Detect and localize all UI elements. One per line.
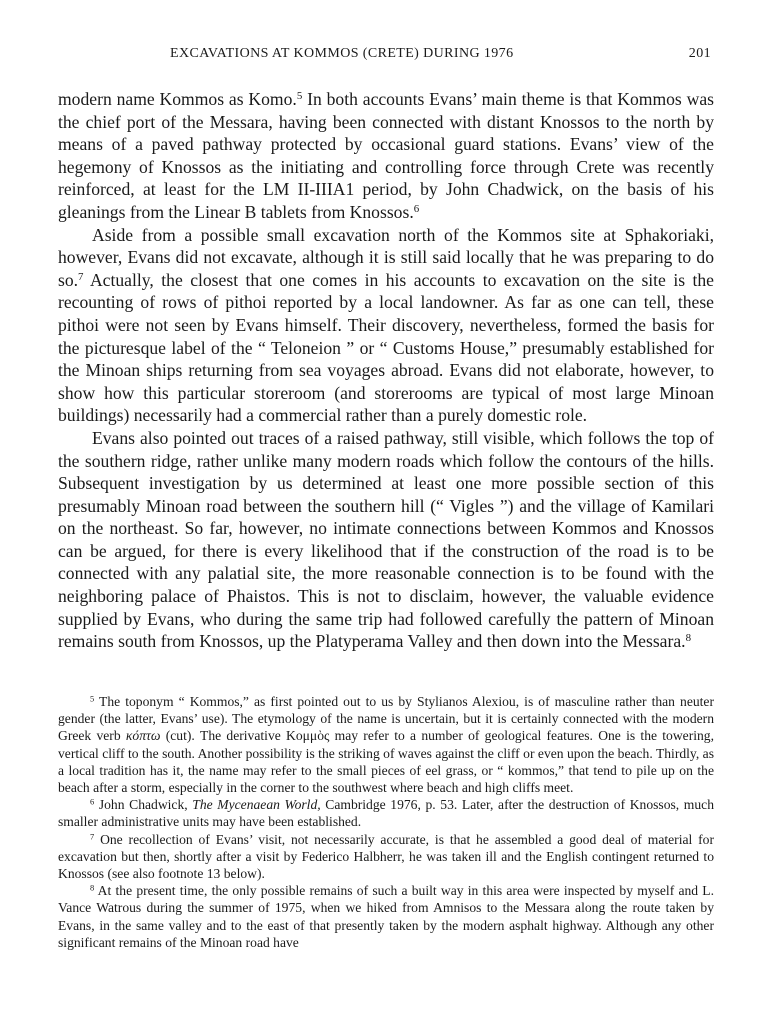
footnote-ref-7: 7: [78, 270, 84, 283]
footnote-5-greek-verb: κόπτω: [125, 728, 161, 744]
paragraph-1: [58, 88, 714, 224]
paragraph-2-text-a: Aside from a possible small excavation north of the Kommos site at Sphakoriaki, however, Evans did not excavate, although it is still said locally that he was preparing to do so.: [58, 224, 714, 290]
paragraph-3: [58, 427, 714, 653]
page-number: 201: [688, 46, 711, 61]
footnote-6-number: 6: [90, 796, 95, 807]
footnote-5-text-c: may refer to a number of geological features. One is the towering, vertical cliff to the south. Another possibility is the striking of waves against the cliff or even upon the beach. Thirdly, as a local tradition has it, the name may refer to the small pieces of eel grass, or “ kommos,” that tend to pile up on the beach after a storm, especially in the corner to the southwest where beach and high cliffs meet.: [58, 728, 714, 796]
paragraph-1-text-b: In both accounts Evans’ main theme is that Kommos was the chief port of the Messara, having been connected with distant Knossos to the north by means of a paved pathway protected by occasional guard stations. Evans’ view of the hegemony of Knossos as the initiating and controlling force through Crete was recently reinforced, at least for the LM II-IIIA1 period, by John Chadwick, on the basis of his gleanings from the Linear B tablets from Knossos.: [58, 89, 714, 222]
footnote-7-text: One recollection of Evans’ visit, not necessarily accurate, is that he assembled a good deal of material for excavation but then, shortly after a visit by Federico Halbherr, he was taken ill and the English contingent returned to Knossos (see also footnote 13 below).: [58, 831, 714, 882]
footnote-6: [58, 796, 714, 830]
footnote-ref-5: 5: [296, 90, 303, 102]
footnote-ref-8: 8: [685, 632, 692, 645]
footnote-6-text-a: John Chadwick,: [94, 797, 193, 813]
footnote-5: [58, 693, 714, 796]
footnote-5-greek-noun: Κομμὸς: [286, 728, 330, 744]
paragraph-3-text-a: Evans also pointed out traces of a raised pathway, still visible, which follows the top of the southern ridge, rather unlike many modern roads which follow the contours of the hills. Subsequent investigation by us determined at least one more possible section of this presumably Minoan road between the southern hill (“ Vigles ”) and the village of Kamilari on the northeast. So far, however, no intimate connections between Kommos and Knossos can be argued, for there is every likelihood that if the construction of the road is to be connected with any palatial site, the more reasonable connection is to be found with the neighboring palace of Phaistos. This is not to disclaim, however, the valuable evidence supplied by Evans, who during the same trip had followed carefully the pattern of Minoan remains south from Knossos, up the Platyperama Valley and then down into the Messara.: [58, 427, 714, 652]
footnote-5-text-a: The toponym “ Kommos,” as first pointed out to us by Stylianos Alexiou, is of masculine rather than neuter gender (the latter, Evans’ use). The etymology of the name is uncertain, but it is certainly connected with the modern Greek verb: [58, 694, 714, 744]
footnote-6-book-title: The Mycenaean World,: [192, 797, 321, 813]
paragraph-1-text-a: modern name Kommos as Komo.: [58, 89, 297, 109]
footnote-7: [58, 831, 714, 883]
footnote-8: [58, 882, 714, 951]
footnote-8-number: 8: [90, 882, 95, 893]
main-text: [58, 88, 714, 653]
footnote-ref-6: 6: [413, 202, 420, 215]
paragraph-2-text-b: Actually, the closest that one comes in his accounts to excavation on the site is the recounting of rows of pithoi reported by a local landowner. As far as one can tell, these pithoi were not seen by Evans himself. Their discovery, nevertheless, formed the basis for the picturesque label of the “ Teloneion ” or “ Customs House,” presumably established for the Minoan ships returning from sea voyages abroad. Evans did not elaborate, however, to show how this particular storeroom (and storerooms are typical of most large Minoan buildings) necessarily had a commercial rather than a purely domestic role.: [58, 269, 714, 426]
paragraph-2: [58, 224, 714, 427]
running-title: EXCAVATIONS AT KOMMOS (CRETE) DURING 1976: [170, 46, 514, 61]
running-header: [170, 46, 711, 66]
footnote-8-text: At the present time, the only possible remains of such a built way in this area were inspected by myself and L. Vance Watrous during the summer of 1975, when we hiked from Amnisos to the Messara along the route taken by Evans, in the same valley and to the east of that presently taken by the modern asphalt highway. Although any other significant remains of the Minoan road have: [58, 883, 714, 950]
footnote-7-number: 7: [90, 831, 95, 841]
footnote-5-number: 5: [90, 693, 95, 704]
footnote-5-text-b: (cut). The derivative: [160, 728, 287, 744]
footnote-6-text-b: Cambridge 1976, p. 53. Later, after the destruction of Knossos, much smaller administrative units may have been established.: [58, 797, 715, 830]
footnotes: [58, 693, 714, 951]
